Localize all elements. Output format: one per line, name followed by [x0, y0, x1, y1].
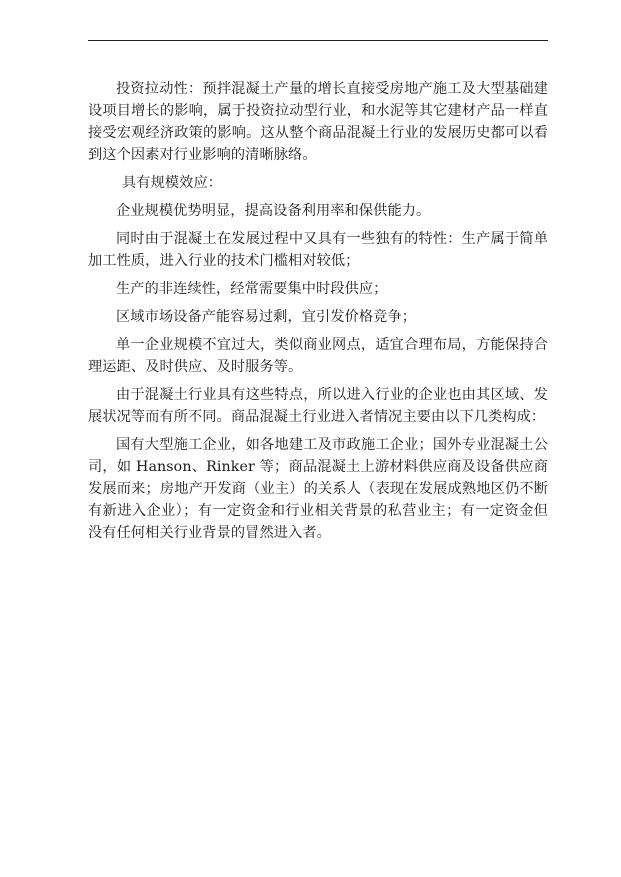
header-rule — [88, 40, 548, 41]
paragraph-entrant-types: 国有大型施工企业，如各地建工及市政施工企业；国外专业混凝土公司，如 Hanson、Rinker 等；商品混凝土上游材料供应商及设备供应商发展而来；房地产开发商（业主）的关系人（表现在发展成熟地区仍不断有新进入企业）；有一定资金和行业相关背景的私营业主；有一定资金但没有任何相关行业背景的冒然进入者。 — [88, 437, 548, 541]
paragraph-industry-entrants: 由于混凝土行业具有这些特点，所以进入行业的企业也由其区域、发展状况等而有所不同。商品混凝土行业进入者情况主要由以下几类构成： — [88, 387, 548, 425]
paragraph-enterprise-size: 单一企业规模不宜过大，类似商业网点，适宜合理布局，方能保持合理运距、及时供应、及时服务等。 — [88, 337, 548, 375]
paragraph-scale-advantage: 企业规模优势明显，提高设备利用率和保供能力。 — [116, 203, 431, 219]
document-body — [88, 78, 548, 550]
paragraph-investment-driven: 投资拉动性：预拌混凝土产量的增长直接受房地产施工及大型基础建设项目增长的影响，属于投资拉动型行业，和水泥等其它建材产品一样直接受宏观经济政策的影响。这从整个商品混凝土行业的发展历史都可以看到这个因素对行业影响的清晰脉络。 — [88, 81, 548, 163]
paragraph-discontinuous-production: 生产的非连续性，经常需要集中时段供应； — [116, 281, 388, 297]
paragraph-unique-characteristics: 同时由于混凝土在发展过程中又具有一些独有的特性：生产属于简单加工性质，进入行业的技术门槛相对较低； — [88, 231, 548, 269]
paragraph-regional-overcapacity: 区域市场设备产能容易过剩，宜引发价格竞争； — [116, 309, 417, 325]
paragraph-scale-effect-heading: 具有规模效应： — [122, 175, 223, 191]
